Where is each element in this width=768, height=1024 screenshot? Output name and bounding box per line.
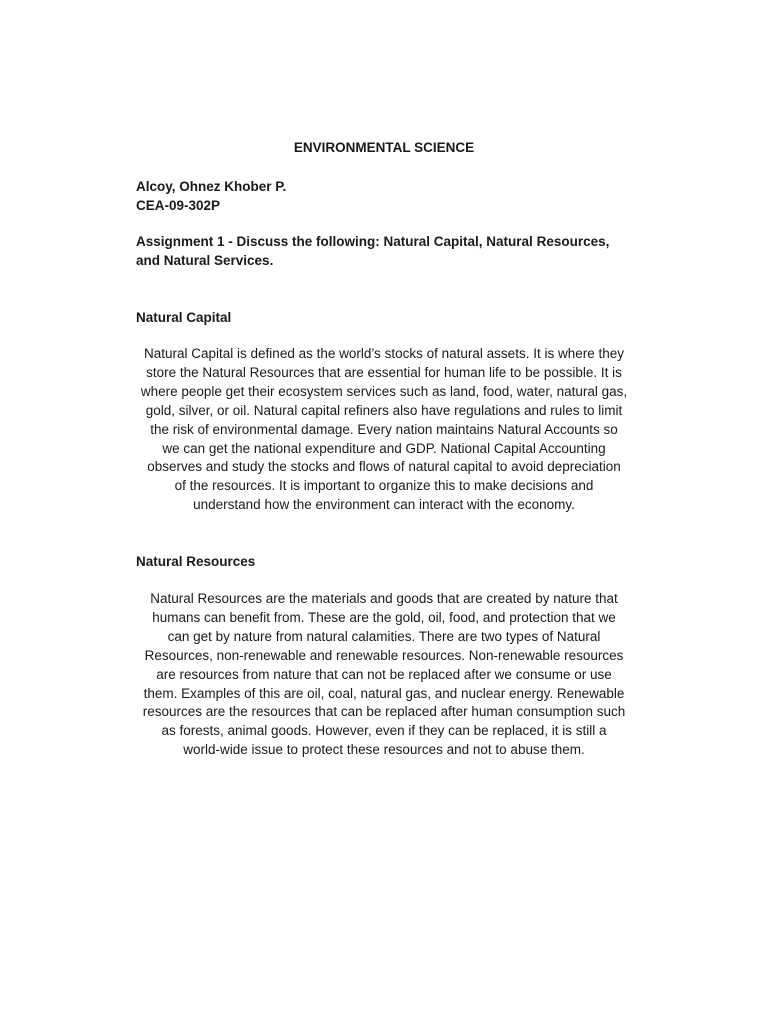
assignment-prompt (136, 232, 636, 270)
paragraph-line: Resources, non-renewable and renewable resources. Non-renewable resources (144, 647, 624, 663)
paragraph-line: are resources from nature that can not be replaced after we consume or use (156, 666, 612, 682)
paragraph-line: store the Natural Resources that are essential for human life to be possible. It is (146, 364, 622, 380)
assignment-line: Assignment 1 - Discuss the following: Natural Capital, Natural Resources, (136, 234, 610, 249)
author-name: Alcoy, Ohnez Khober P. (136, 179, 287, 194)
section-body-natural-resources (128, 590, 640, 760)
paragraph-line: observes and study the stocks and flows of natural capital to avoid depreciation (147, 459, 621, 475)
paragraph-line: them. Examples of this are oil, coal, natural gas, and nuclear energy. Renewable (143, 685, 625, 701)
paragraph-line: resources are the resources that can be replaced after human consumption such (142, 704, 626, 720)
paragraph-line: Natural Capital is defined as the world’s stocks of natural assets. It is where they (144, 346, 624, 361)
author-block (136, 177, 286, 215)
section-heading-natural-capital: Natural Capital (136, 310, 232, 325)
paragraph-line: where people get their ecosystem services such as land, food, water, natural gas, (140, 383, 628, 399)
paragraph-line: as forests, animal goods. However, even if they can be replaced, it is still a (161, 723, 607, 739)
paragraph-line: understand how the environment can interact with the economy. (193, 497, 575, 513)
paragraph-line: Natural Resources are the materials and goods that are created by nature that (150, 591, 618, 606)
paragraph-line: can get by nature from natural calamities. There are two types of Natural (167, 628, 601, 644)
assignment-line: and Natural Services. (136, 253, 274, 268)
section-heading-natural-resources: Natural Resources (136, 554, 256, 569)
paragraph-line: of the resources. It is important to organize this to make decisions and (174, 478, 594, 494)
section-code: CEA-09-302P (136, 198, 221, 213)
paragraph-line: humans can benefit from. These are the gold, oil, food, and protection that we (152, 609, 616, 625)
document-title: ENVIRONMENTAL SCIENCE (293, 140, 475, 155)
paragraph-line: world-wide issue to protect these resources and not to abuse them. (183, 742, 585, 758)
section-body-natural-capital (128, 345, 640, 515)
paragraph-line: we can get the national expenditure and GDP. National Capital Accounting (162, 440, 606, 456)
paragraph-line: gold, silver, or oil. Natural capital refiners also have regulations and rules to limit (145, 402, 623, 418)
paragraph-line: the risk of environmental damage. Every nation maintains Natural Accounts so (150, 421, 618, 437)
